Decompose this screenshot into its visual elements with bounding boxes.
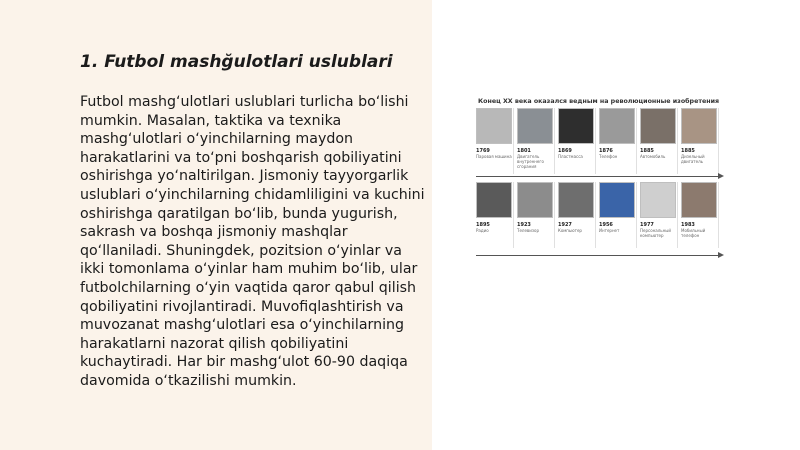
telephone-photo-icon: [599, 108, 635, 144]
timeline-year: 1956: [599, 222, 613, 228]
diesel-engine-photo-icon: [681, 108, 717, 144]
inventions-timeline-image: [476, 98, 726, 260]
engine-photo-icon: [517, 108, 553, 144]
timeline-item: [599, 108, 637, 174]
steam-engine-photo-icon: [476, 108, 512, 144]
automobile-photo-icon: [640, 108, 676, 144]
timeline-item: [599, 182, 637, 248]
timeline-row-1: [476, 108, 719, 174]
timeline-item: [681, 108, 719, 174]
mobile-phone-photo-icon: [681, 182, 717, 218]
timeline-item: [476, 108, 514, 174]
timeline-name: Двигатель внутреннего сгорания: [517, 154, 544, 169]
timeline-name: Интернет: [599, 228, 620, 233]
timeline-axis-1: [476, 176, 720, 177]
timeline-item: [476, 182, 514, 248]
timeline-year: 1885: [640, 148, 654, 154]
plastic-photo-icon: [558, 108, 594, 144]
internet-photo-icon: [599, 182, 635, 218]
timeline-axis-2: [476, 255, 720, 256]
timeline-year: 1869: [558, 148, 572, 154]
timeline-name: Паровая машина: [476, 154, 512, 159]
timeline-name: Мобильный телефон: [681, 228, 706, 238]
timeline-caption: Конец XX века оказался ведным на революционные изобретения: [478, 98, 720, 105]
radio-photo-icon: [476, 182, 512, 218]
timeline-item: [640, 108, 678, 174]
timeline-name: Радио: [476, 228, 489, 233]
personal-computer-photo-icon: [640, 182, 676, 218]
timeline-year: 1977: [640, 222, 654, 228]
timeline-arrow-icon: [718, 173, 724, 179]
timeline-arrow-icon: [718, 252, 724, 258]
timeline-year: 1895: [476, 222, 490, 228]
slide-title: 1. Futbol mashğulotlari uslublari: [80, 52, 393, 72]
timeline-item: [558, 182, 596, 248]
timeline-name: Компьютер: [558, 228, 582, 233]
timeline-year: 1876: [599, 148, 613, 154]
timeline-year: 1769: [476, 148, 490, 154]
timeline-year: 1983: [681, 222, 695, 228]
timeline-name: Персональный компьютер: [640, 228, 672, 238]
timeline-name: Пластмасса: [558, 154, 583, 159]
timeline-item: [640, 182, 678, 248]
slide-body-text: Futbol mashg‘ulotlari uslublari turlicha bo‘lishi mumkin. Masalan, taktika va texnika mashg‘ulotlari o‘yinchilarning maydon harakatlarini va to‘pni boshqarish qobiliyatini oshirishga yo‘naltirilgan. Jismoniy tayyorgarlik uslublari o‘yinchilarning chidamliligini va kuchini oshirishga qaratilgan bo‘lib, bunda yugurish, sakrash va boshqa jismoniy mashqlar qo‘llaniladi. Shuningdek, pozitsion o‘yinlar va ikki tomonlama o‘yinlar ham muhim bo‘lib, ular futbolchilarning o‘yin vaqtida qaror qabul qilish qobiliyatini rivojlantiradi. Muvofiqlashtirish va muvozanat mashg‘ulotlari esa o‘yinchilarning harakatlarni nazorat qilish qobiliyatini kuchaytiradi. Har bir mashg‘ulot 60-90 daqiqa davomida o‘tkazilishi mumkin.: [80, 94, 425, 389]
timeline-year: 1801: [517, 148, 531, 154]
timeline-year: 1927: [558, 222, 572, 228]
timeline-name: Телефон: [599, 154, 618, 159]
timeline-name: Автомобиль: [640, 154, 666, 159]
timeline-item: [517, 108, 555, 174]
timeline-item: [681, 182, 719, 248]
computer-photo-icon: [558, 182, 594, 218]
timeline-item: [558, 108, 596, 174]
television-photo-icon: [517, 182, 553, 218]
timeline-year: 1923: [517, 222, 531, 228]
timeline-name: Дизельный двигатель: [681, 154, 705, 164]
timeline-item: [517, 182, 555, 248]
timeline-row-2: [476, 182, 719, 248]
timeline-year: 1885: [681, 148, 695, 154]
timeline-name: Телевизор: [517, 228, 539, 233]
